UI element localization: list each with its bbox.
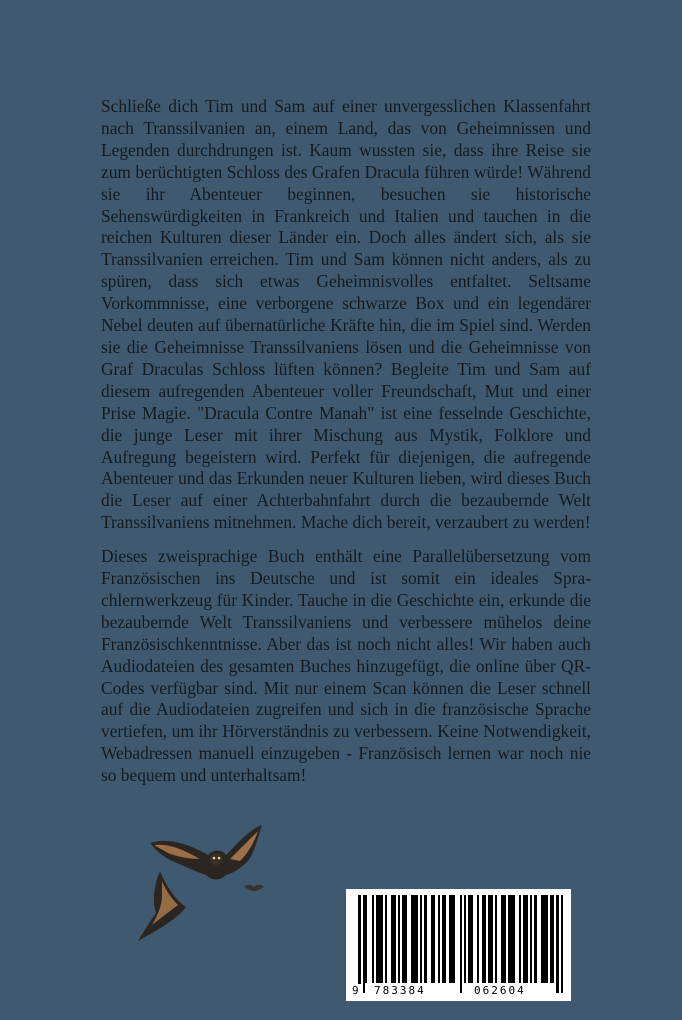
barcode-bar xyxy=(523,895,526,983)
barcode-bar xyxy=(488,895,490,983)
barcode-bar xyxy=(431,895,433,983)
barcode-bar xyxy=(508,895,510,983)
barcode-bar xyxy=(402,895,405,983)
barcode-bar xyxy=(510,895,512,983)
barcode-bar xyxy=(405,895,407,983)
barcode-bar xyxy=(391,895,394,983)
barcode-bar xyxy=(552,895,554,983)
bat-large-icon xyxy=(150,825,262,880)
barcode-bar xyxy=(433,895,435,983)
barcode-bar xyxy=(442,895,444,983)
barcode-bar xyxy=(471,895,473,983)
barcode-bar xyxy=(561,895,563,993)
barcode-bar xyxy=(376,895,378,983)
barcode-bar xyxy=(545,895,548,983)
barcode-prefix: 9 xyxy=(352,984,359,997)
barcode-bar xyxy=(460,895,462,993)
bat-small-icon xyxy=(138,871,186,941)
barcode-bar xyxy=(365,895,367,983)
barcode-bar xyxy=(413,895,416,983)
barcode-bar xyxy=(372,895,374,983)
barcode-bar xyxy=(444,895,446,983)
barcode-bar xyxy=(526,895,528,983)
barcode-bar xyxy=(449,895,451,983)
barcode-bar xyxy=(438,895,440,983)
bat-distant-icon xyxy=(244,885,264,891)
barcode-bar xyxy=(468,895,471,983)
barcode-bar xyxy=(484,895,486,983)
barcode-bar xyxy=(477,895,479,983)
barcode-bar xyxy=(420,895,422,983)
barcode-bar xyxy=(424,895,427,983)
bats-illustration xyxy=(130,815,280,945)
barcode-bar xyxy=(482,895,484,983)
blurb-paragraph-1: Schließe dich Tim und Sam auf einer unvergesslichen Klassenfahrt nach Transsilvanien an, einem Land, das von Geheimnissen und Legenden durchdrungen ist. Kaum wussten sie, dass ihre Reise sie zum berüchtigten Schloss des Grafen Dracula führen würde! Während sie ihr Abenteuer beginnen, besuchen sie historische Sehenswürdigkeiten in Frankreich und Italien und tauchen in die reichen Kulturen dieser Länder ein. Doch alles ändert sich, als sie Transsilvanien erreichen. Tim und Sam können nicht anders, als zu spüren, dass sich etwas Geheimnisvolles entfaltet. Seltsame Vorkommnisse, eine verborgene schwarze Box und ein legendärer Nebel deuten auf übernatürliche Kräfte hin, die im Spiel sind. Werden sie die Geheimnisse Transsilvaniens lösen und die Geheimnisse von Graf Draculas Schloss lüften können? Begleite Tim und Sam auf diesem aufregenden Abenteuer voller Freundschaft, Mut und einer Prise Magie. "Dracula Contre Manah" ist eine fesselnde Geschichte, die junge Leser mit ihrer Mischung aus Mystik, Folklore und Aufregung begeistern wird. Perfekt für diejenigen, die aufregende Abenteuer und das Erkunden neuer Kulturen lieben, wird dieses Buch die Leser auf einer Achterbahnfahrt durch die bezaubernde Welt Transsilvaniens mitnehmen. Mache dich bereit, verzaubert zu werden! xyxy=(101,96,591,533)
barcode-bar xyxy=(504,895,506,983)
barcode-bar xyxy=(556,895,559,993)
barcode-bar xyxy=(495,895,497,983)
barcode-bar xyxy=(550,895,552,983)
barcode-bar xyxy=(380,895,383,983)
barcode-bar xyxy=(519,895,521,983)
barcode-right-group: 062604 xyxy=(474,984,526,997)
barcode-bar xyxy=(453,895,455,983)
barcode-bar xyxy=(385,895,387,983)
blurb-text xyxy=(101,96,591,787)
barcode-bar xyxy=(394,895,396,983)
barcode-bar xyxy=(543,895,545,983)
barcode-bar xyxy=(451,895,453,983)
barcode-bar xyxy=(398,895,400,983)
isbn-barcode xyxy=(346,889,571,1001)
barcode-bar xyxy=(358,895,361,993)
barcode-bar xyxy=(363,895,365,993)
blurb-paragraph-2: Dieses zweisprachige Buch enthält eine Parallelübersetzung vom Französischen ins Deutsche und ist somit ein ideales Sprachlernwerkzeug für Kinder. Tauche in die Geschichte ein, erkunde die bezaubernde Welt Transsilvaniens und verbessere mühelos deine Französischkenntnisse. Aber das ist noch nicht alles! Wir haben auch Audiodateien des gesamten Buches hinzugefügt, die online über QR-Codes verfügbar sind. Mit nur einem Scan können die Leser schnell auf die Audiodateien zugreifen und sich in die französische Sprache vertiefen, um ihr Hörverständnis zu verbessern. Keine Notwendigkeit, Webadressen manuell einzugeben - Französisch lernen war noch nie so bequem und unterhaltsam! xyxy=(101,546,591,786)
barcode-bar xyxy=(501,895,504,983)
barcode-digits xyxy=(346,984,571,998)
barcode-bar xyxy=(541,895,543,983)
barcode-left-group: 783384 xyxy=(374,984,426,997)
barcode-bar xyxy=(534,895,537,983)
barcode-bar xyxy=(512,895,515,983)
barcode-bar xyxy=(490,895,493,983)
barcode-bar xyxy=(411,895,413,983)
barcode-bar xyxy=(416,895,418,983)
barcode-bar xyxy=(378,895,380,983)
barcode-bar xyxy=(464,895,466,983)
barcode-bar xyxy=(530,895,532,983)
